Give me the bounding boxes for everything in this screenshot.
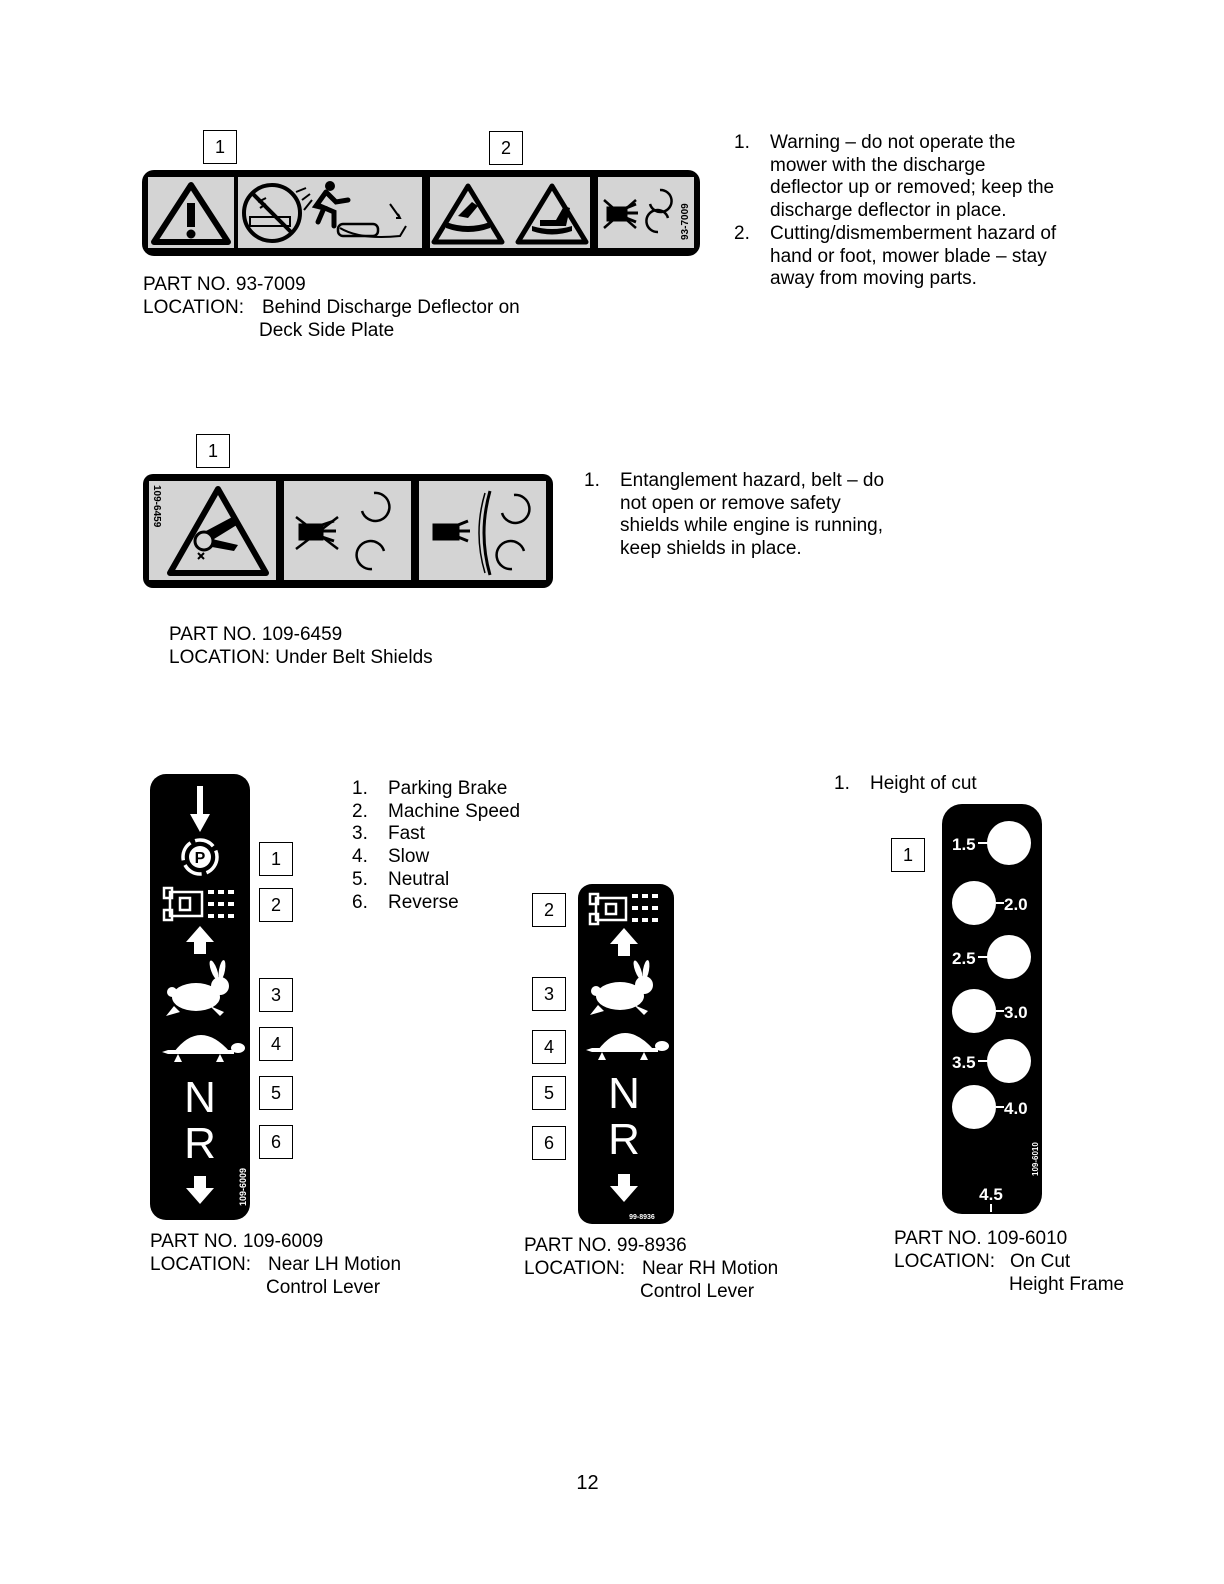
neutral-letter: N [608, 1069, 640, 1118]
legend-item [734, 223, 1056, 291]
reverse-letter: R [184, 1119, 216, 1168]
decal-code-93-7009: 93-7009 [680, 203, 691, 240]
callout-4: 4 [532, 1030, 566, 1064]
legend-num: 1. [352, 778, 368, 799]
legend-line: mower with the discharge [770, 154, 986, 176]
legend-line: keep shields in place. [620, 538, 802, 560]
callout-2: 2 [532, 893, 566, 927]
legend-label: Fast [388, 823, 425, 845]
legend-label: Machine Speed [388, 800, 521, 822]
location-label: LOCATION: [150, 1254, 251, 1275]
part-number: PART NO. 93-7009 [143, 274, 306, 295]
legend-item [734, 132, 1056, 223]
location-line: Behind Discharge Deflector on [262, 297, 520, 318]
decal-code-109-6459: 109-6459 [151, 485, 162, 528]
height-label: 4.0 [1004, 1099, 1028, 1118]
decal-code-99-8936: 99-8936 [629, 1214, 655, 1221]
callout-2: 2 [489, 131, 523, 165]
location-label: LOCATION: [894, 1251, 995, 1272]
legend-item [352, 801, 520, 824]
location-line: Control Lever [266, 1277, 381, 1298]
location-line: Deck Side Plate [259, 320, 395, 341]
legend-num: 1. [584, 470, 600, 491]
legend-label: Reverse [388, 891, 459, 913]
callout-6: 6 [259, 1125, 293, 1159]
callout-1: 1 [203, 130, 237, 164]
part-number: PART NO. 109-6009 [150, 1231, 324, 1252]
part-number: PART NO. 109-6010 [894, 1228, 1068, 1249]
legend-num: 3. [352, 823, 368, 845]
legend-item [584, 470, 884, 561]
legend-label: Parking Brake [388, 778, 508, 799]
legend-num: 1. [834, 773, 850, 794]
legend-label: Height of cut [870, 773, 977, 794]
decal-109-6010 [942, 804, 1042, 1214]
callout-6: 6 [532, 1126, 566, 1160]
height-hole [987, 1039, 1031, 1083]
decal-code-109-6010: 109-6010 [1031, 1142, 1040, 1176]
callout-1: 1 [259, 842, 293, 876]
decal-code-109-6009: 109-6009 [238, 1167, 248, 1206]
legend-num: 2. [734, 222, 750, 244]
legend-num: 1. [734, 132, 750, 153]
legend-num: 6. [352, 891, 368, 913]
height-hole [952, 1085, 996, 1129]
height-hole [987, 821, 1031, 865]
callout-5: 5 [259, 1076, 293, 1110]
legend-label: Slow [388, 846, 430, 868]
height-hole [952, 989, 996, 1033]
legend-line: Cutting/dismemberment hazard of [770, 222, 1057, 244]
neutral-letter: N [184, 1073, 216, 1122]
decal2-legend [584, 470, 884, 561]
part-number: PART NO. 99-8936 [524, 1235, 687, 1256]
height-label: 2.0 [1004, 895, 1028, 914]
legend-line: shields while engine is running, [620, 515, 883, 537]
part-number: PART NO. 109-6459 [169, 624, 343, 645]
location-line: LOCATION: Under Belt Shields [169, 647, 433, 668]
decal-93-7009 [140, 168, 702, 258]
legend-label: Neutral [388, 868, 450, 890]
height-label: 1.5 [952, 835, 976, 854]
callout-1: 1 [891, 838, 925, 872]
height-hole [987, 935, 1031, 979]
legend-item [352, 869, 520, 892]
reverse-letter: R [608, 1115, 640, 1164]
legend-line: Entanglement hazard, belt – do [620, 470, 885, 491]
legend-num: 4. [352, 846, 368, 868]
legend-num: 5. [352, 868, 368, 890]
legend-item [352, 823, 520, 846]
location-line: Control Lever [640, 1281, 755, 1302]
height-label: 3.0 [1004, 1003, 1028, 1022]
callout-3: 3 [532, 977, 566, 1011]
legend-item [352, 892, 520, 915]
legend-line: discharge deflector in place. [770, 200, 1007, 222]
legend-num: 2. [352, 800, 368, 822]
legend-item [834, 773, 977, 796]
location-line: Near LH Motion [268, 1254, 402, 1275]
location-line: On Cut [1010, 1251, 1071, 1272]
legend-line: away from moving parts. [770, 268, 977, 290]
legend-item [352, 846, 520, 869]
height-label: 3.5 [952, 1053, 976, 1072]
decal-109-6009 [150, 774, 250, 1220]
height-hole [952, 881, 996, 925]
location-label: LOCATION: [524, 1258, 625, 1279]
decal3-legend [352, 778, 520, 914]
legend-line: hand or foot, mower blade – stay [770, 245, 1047, 267]
callout-2: 2 [259, 888, 293, 922]
decal5-legend [834, 773, 977, 796]
callout-5: 5 [532, 1076, 566, 1110]
location-line: Height Frame [1009, 1274, 1125, 1295]
legend-line: Warning – do not operate the [770, 132, 1016, 153]
height-label: 2.5 [952, 949, 976, 968]
parking-brake-letter: P [194, 850, 206, 867]
legend-item [352, 778, 520, 801]
callout-3: 3 [259, 978, 293, 1012]
location-line: Near RH Motion [642, 1258, 779, 1279]
callout-4: 4 [259, 1027, 293, 1061]
decal-109-6459 [142, 473, 554, 589]
decal-99-8936 [578, 884, 674, 1224]
height-label: 4.5 [979, 1185, 1003, 1204]
location-label: LOCATION: [143, 297, 244, 318]
page-number: 12 [576, 1472, 599, 1494]
decal1-legend [734, 132, 1056, 291]
callout-1: 1 [196, 434, 230, 468]
legend-line: deflector up or removed; keep the [770, 177, 1055, 199]
legend-line: not open or remove safety [620, 492, 841, 514]
